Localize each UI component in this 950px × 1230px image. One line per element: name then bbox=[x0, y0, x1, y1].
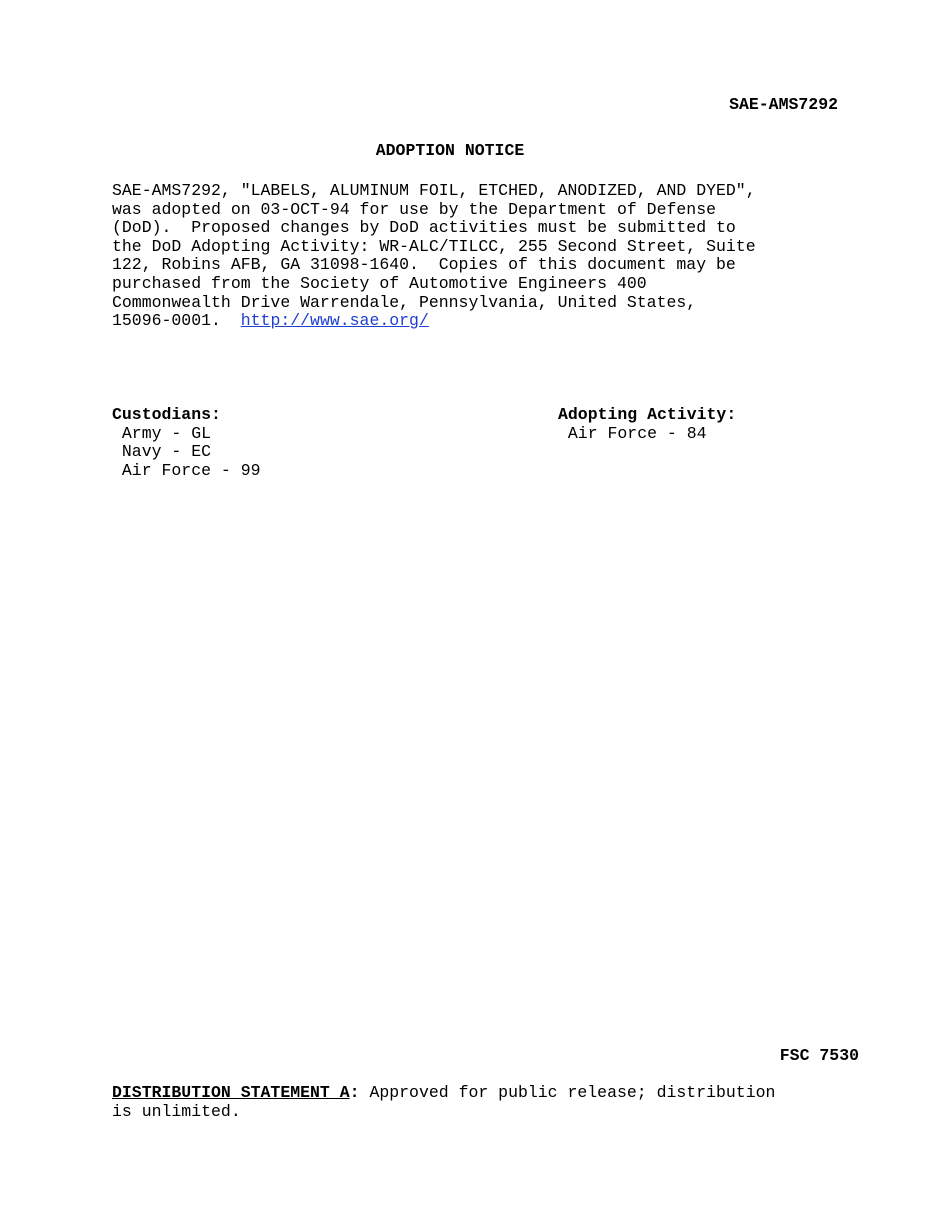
document-id: SAE-AMS7292 bbox=[729, 95, 838, 114]
adopting-activity-item: Air Force - 84 bbox=[558, 423, 707, 443]
body-line: Commonwealth Drive Warrendale, Pennsylvania, United States, bbox=[112, 292, 697, 312]
body-line: was adopted on 03-OCT-94 for use by the Department of Defense bbox=[112, 199, 716, 219]
distribution-text: Approved for public release; distribution bbox=[359, 1083, 776, 1102]
custodians-heading: Custodians: bbox=[112, 405, 221, 424]
distribution-label: DISTRIBUTION STATEMENT A bbox=[112, 1083, 350, 1102]
custodian-item: Navy - EC bbox=[112, 442, 212, 462]
body-line: purchased from the Society of Automotive Engineers 400 bbox=[112, 273, 647, 293]
body-line: (DoD). Proposed changes by DoD activities must be submitted to bbox=[112, 218, 736, 238]
body-last-line bbox=[112, 312, 756, 331]
sae-website-link[interactable]: http://www.sae.org/ bbox=[240, 311, 429, 331]
adoption-body bbox=[112, 182, 756, 331]
distribution-colon: : bbox=[349, 1083, 360, 1102]
adopting-activity-section bbox=[558, 406, 736, 443]
custodians-section bbox=[112, 406, 261, 480]
distribution-text-2: is unlimited. bbox=[112, 1101, 241, 1121]
custodian-item: Army - GL bbox=[112, 423, 212, 443]
custodian-item: Air Force - 99 bbox=[112, 460, 261, 480]
fsc-code: FSC 7530 bbox=[779, 1046, 859, 1065]
body-line: SAE-AMS7292, "LABELS, ALUMINUM FOIL, ETCHED, ANODIZED, AND DYED", bbox=[112, 181, 756, 200]
distribution-statement bbox=[112, 1084, 775, 1121]
notice-title: ADOPTION NOTICE bbox=[375, 141, 525, 160]
body-line: the DoD Adopting Activity: WR-ALC/TILCC, 255 Second Street, Suite bbox=[112, 236, 756, 256]
adopting-activity-heading: Adopting Activity: bbox=[558, 405, 737, 424]
body-line: 122, Robins AFB, GA 31098-1640. Copies of this document may be bbox=[112, 255, 736, 275]
body-line-prefix: 15096-0001. bbox=[112, 311, 241, 331]
